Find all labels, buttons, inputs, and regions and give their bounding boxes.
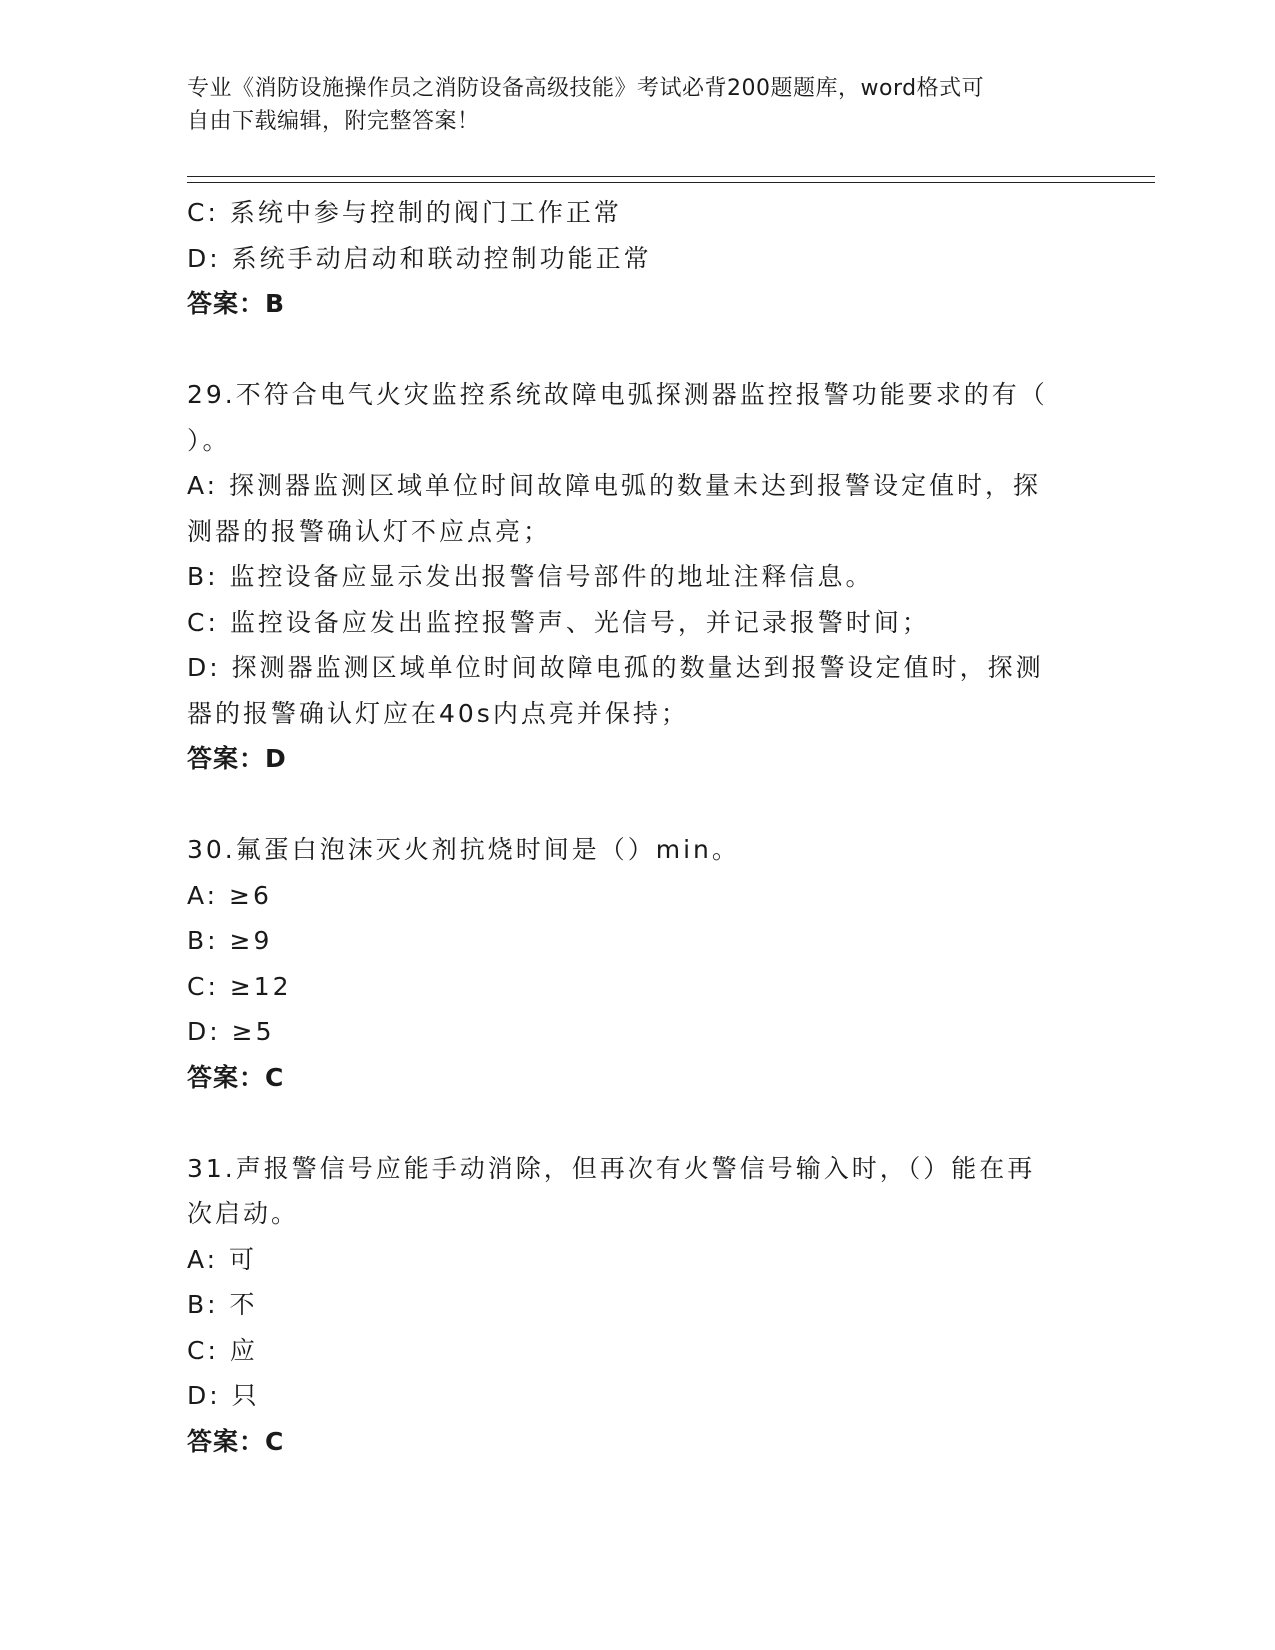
- q29-option-a-line-1: A: 探测器监测区域单位时间故障电弧的数量未达到报警设定值时，探: [187, 471, 1042, 500]
- q28-option-c: C: 系统中参与控制的阀门工作正常: [187, 198, 622, 227]
- q31-option-d: D: 只: [187, 1381, 260, 1410]
- q31-stem-line-2: 次启动。: [187, 1199, 300, 1228]
- document-body: [187, 190, 1067, 1464]
- q29-stem-line-1: 29.不符合电气火灾监控系统故障电弧探测器监控报警功能要求的有（: [187, 380, 1048, 409]
- q30-stem: 30.氟蛋白泡沫灭火剂抗烧时间是（）min。: [187, 835, 740, 864]
- question-30: [187, 827, 1067, 1100]
- header-rule-top: [187, 176, 1155, 177]
- q30-option-d: D: ≥5: [187, 1017, 275, 1046]
- q30-option-b: B: ≥9: [187, 926, 273, 955]
- header-line-2: 自由下载编辑，附完整答案！: [187, 109, 480, 134]
- q30-option-a: A: ≥6: [187, 880, 272, 910]
- q29-option-d-line-1: D: 探测器监测区域单位时间故障电孤的数量达到报警设定值时，探测: [187, 653, 1044, 682]
- question-31: [187, 1146, 1067, 1465]
- q28-option-d: D: 系统手动启动和联动控制功能正常: [187, 243, 652, 273]
- q29-answer: 答案：D: [187, 744, 287, 773]
- q28-answer: 答案：B: [187, 289, 286, 318]
- header-rule-bottom: [187, 182, 1155, 183]
- document-header: [187, 72, 1067, 138]
- q30-option-c: C: ≥12: [187, 971, 292, 1001]
- q29-option-b: B: 监控设备应显示发出报警信号部件的地址注释信息。: [187, 562, 874, 591]
- q31-option-b: B: 不: [187, 1290, 258, 1319]
- question-28-tail: [187, 190, 1067, 327]
- q31-option-a: A: 可: [187, 1244, 258, 1274]
- spacer: [187, 327, 1067, 373]
- q31-answer: 答案：C: [187, 1426, 285, 1456]
- question-29: [187, 372, 1067, 782]
- q29-option-c: C: 监控设备应发出监控报警声、光信号，并记录报警时间；: [187, 607, 930, 637]
- header-line-1: 专业《消防设施操作员之消防设备高级技能》考试必背200题题库，word格式可: [187, 76, 985, 101]
- spacer: [187, 782, 1067, 828]
- spacer: [187, 1100, 1067, 1146]
- q30-answer: 答案：C: [187, 1062, 285, 1092]
- q31-stem-line-1: 31.声报警信号应能手动消除，但再次有火警信号输入时，（）能在再: [187, 1153, 1036, 1183]
- q29-option-d-line-2: 器的报警确认灯应在40s内点亮并保持；: [187, 698, 689, 728]
- q29-stem-line-2: ）。: [187, 425, 231, 455]
- q29-option-a-line-2: 测器的报警确认灯不应点亮；: [187, 516, 552, 546]
- q31-option-c: C: 应: [187, 1335, 258, 1365]
